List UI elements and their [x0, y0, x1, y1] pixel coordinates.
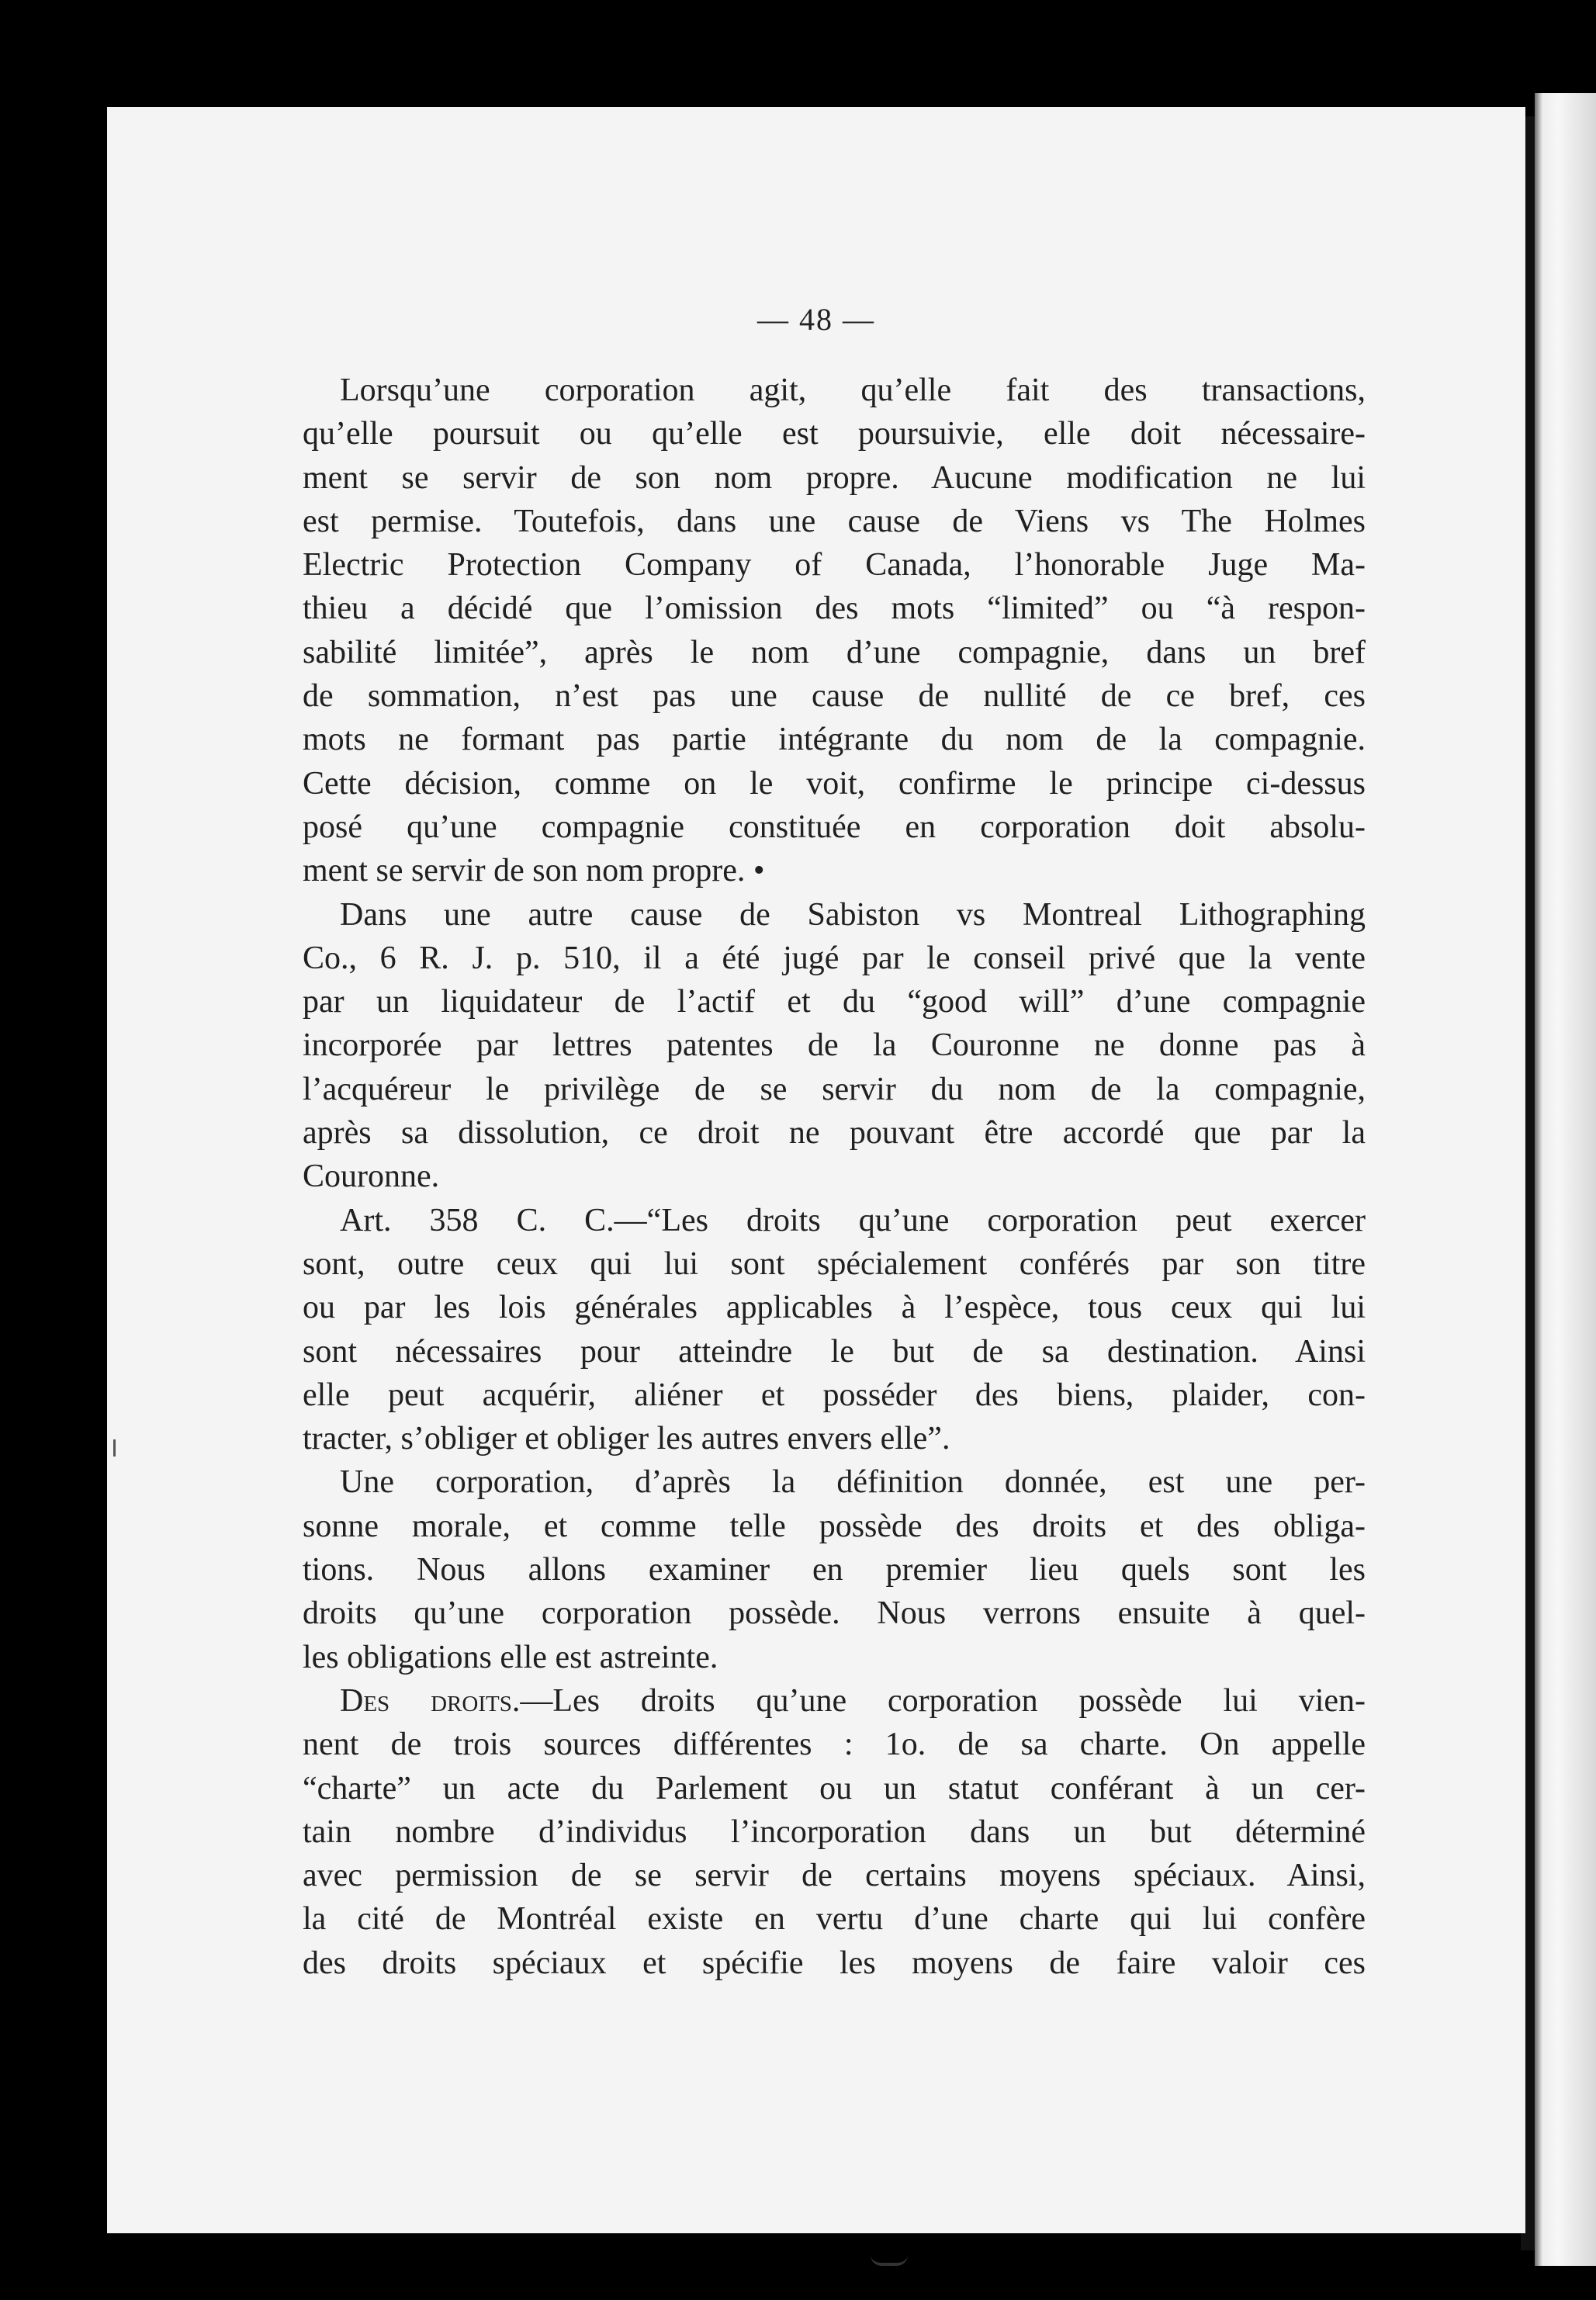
text-line: droits qu’une corporation possède. Nous verrons ensuite à quel- — [303, 1595, 1366, 1632]
text-line-rest: —Les droits qu’une corporation possède lui vien- — [520, 1682, 1366, 1719]
text-line: Une corporation, d’après la définition donnée, est une per- — [340, 1464, 1366, 1501]
text-line: Art. 358 C. C.—“Les droits qu’une corporation peut exercer — [340, 1202, 1366, 1238]
margin-mark — [113, 1439, 116, 1457]
paragraph — [303, 1460, 1366, 1678]
adjacent-page-edge — [1535, 93, 1596, 2266]
text-line: Lorsqu’une corporation agit, qu’elle fait des transactions, — [340, 372, 1366, 408]
text-line: avec permission de se servir de certains moyens spéciaux. Ainsi, — [303, 1858, 1366, 1894]
text-line: sonne morale, et comme telle possède des droits et des obliga- — [303, 1508, 1366, 1544]
paragraph — [303, 369, 1366, 893]
section-heading: Des droits. — [340, 1682, 521, 1719]
text-line: “charte” un acte du Parlement ou un statut conférant à un cer- — [303, 1770, 1366, 1806]
text-line: incorporée par lettres patentes de la Couronne ne donne pas à — [303, 1027, 1366, 1064]
text-line: sabilité limitée”, après le nom d’une compagnie, dans un bref — [303, 634, 1366, 670]
text-line: sont nécessaires pour atteindre le but de sa destination. Ainsi — [303, 1333, 1366, 1370]
text-line: des droits spéciaux et spécifie les moyens de faire valoir ces — [303, 1945, 1366, 1981]
text-line: qu’elle poursuit ou qu’elle est poursuivie, elle doit nécessaire- — [303, 416, 1366, 452]
text-line: Dans une autre cause de Sabiston vs Montreal Lithographing — [340, 896, 1366, 933]
text-line: nent de trois sources différentes : 1o. de sa charte. On appelle — [303, 1727, 1366, 1763]
text-line: tain nombre d’individus l’incorporation dans un but déterminé — [303, 1813, 1366, 1850]
text-line: ment se servir de son nom propre. • — [303, 853, 765, 889]
text-line: Electric Protection Company of Canada, l’honorable Juge Ma- — [303, 547, 1366, 584]
text-line: après sa dissolution, ce droit ne pouvant être accordé que par la — [303, 1115, 1366, 1152]
text-line: de sommation, n’est pas une cause de nullité de ce bref, ces — [303, 678, 1366, 715]
text-line: ment se servir de son nom propre. Aucune modification ne lui — [303, 459, 1366, 496]
text-line: thieu a décidé que l’omission des mots “limited” ou “à respon- — [303, 591, 1366, 627]
text-line: tracter, s’obliger et obliger les autres envers elle”. — [303, 1421, 950, 1457]
text-line: la cité de Montréal existe en vertu d’une charte qui lui confère — [303, 1901, 1366, 1938]
paragraph — [303, 1199, 1366, 1461]
text-line: l’acquéreur le privilège de se servir du nom de la compagnie, — [303, 1071, 1366, 1107]
text-line: posé qu’une compagnie constituée en corporation doit absolu- — [303, 809, 1366, 845]
text-line: mots ne formant pas partie intégrante du nom de la compagnie. — [303, 722, 1366, 758]
paragraph — [303, 1679, 1366, 1985]
text-line: les obligations elle est astreinte. — [303, 1639, 718, 1675]
text-line: Co., 6 R. J. p. 510, il a été jugé par le conseil privé que la vente — [303, 940, 1366, 976]
text-line: est permise. Toutefois, dans une cause de Viens vs The Holmes — [303, 503, 1366, 539]
text-line: ou par les lois générales applicables à l’espèce, tous ceux qui lui — [303, 1290, 1366, 1326]
text-line: sont, outre ceux qui lui sont spécialement conférés par son titre — [303, 1245, 1366, 1282]
text-line: elle peut acquérir, aliéner et posséder des biens, plaider, con- — [303, 1377, 1366, 1413]
bottom-scan-mark — [871, 2255, 908, 2266]
text-line: par un liquidateur de l’actif et du “good will” d’une compagnie — [303, 984, 1366, 1020]
text-line — [303, 1679, 1366, 1723]
text-line: Couronne. — [303, 1159, 440, 1195]
page-number: — 48 — — [757, 302, 875, 337]
text-line: Cette décision, comme on le voit, confirme le principe ci-dessus — [303, 765, 1366, 802]
paragraph — [303, 893, 1366, 1199]
text-line: tions. Nous allons examiner en premier lieu quels sont les — [303, 1552, 1366, 1588]
body-text — [303, 369, 1366, 1985]
